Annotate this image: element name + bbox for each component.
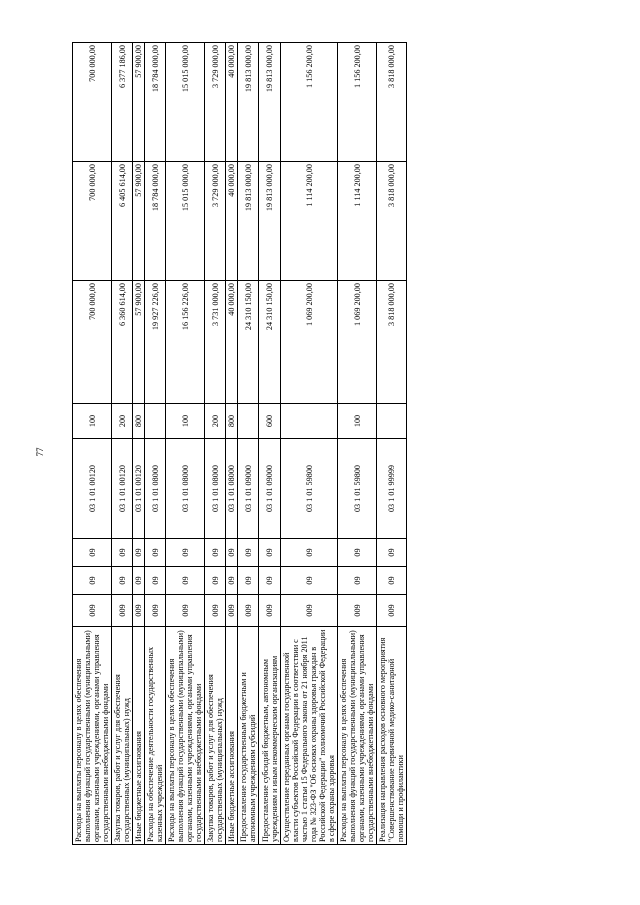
sum-1: 24 310 150,00 — [259, 281, 281, 404]
vr-code: 800 — [133, 404, 145, 439]
pr-code: 09 — [338, 539, 377, 567]
vr-code — [377, 404, 407, 439]
table-row — [259, 43, 281, 845]
sum-2: 6 405 614,00 — [112, 162, 133, 281]
vr-code: 200 — [112, 404, 133, 439]
rz-code: 09 — [238, 567, 259, 595]
sum-2: 57 900,00 — [133, 162, 145, 281]
sum-2: 15 015 000,00 — [166, 162, 205, 281]
sum-3: 1 156 200,00 — [338, 43, 377, 162]
sum-1: 19 927 226,00 — [145, 281, 166, 404]
ved-code: 009 — [338, 595, 377, 627]
vr-code: 100 — [338, 404, 377, 439]
pr-code: 09 — [377, 539, 407, 567]
ved-code: 009 — [259, 595, 281, 627]
sum-3: 6 377 186,00 — [112, 43, 133, 162]
sum-3: 19 813 000,00 — [259, 43, 281, 162]
table-row — [166, 43, 205, 845]
rz-code: 09 — [112, 567, 133, 595]
csr-code: 03 1 01 08000 — [145, 439, 166, 539]
sum-1: 24 310 150,00 — [238, 281, 259, 404]
pr-code: 09 — [133, 539, 145, 567]
ved-code: 009 — [281, 595, 338, 627]
sum-2: 700 000,00 — [73, 162, 112, 281]
page-number: 77 — [35, 447, 45, 457]
csr-code: 03 1 01 99999 — [377, 439, 407, 539]
sum-2: 18 784 000,00 — [145, 162, 166, 281]
table-row — [205, 43, 226, 845]
csr-code: 03 1 01 09000 — [238, 439, 259, 539]
pr-code: 09 — [238, 539, 259, 567]
row-name: Предоставление субсидий бюджетным, автономным учреждениям и иным некоммерческим организациям — [259, 627, 281, 845]
rz-code: 09 — [166, 567, 205, 595]
sum-2: 40 000,00 — [226, 162, 238, 281]
row-name: Расходы на выплаты персоналу в целях обеспечения выполнения функций государственными (муниципальными) органами, казенными учреждениями, органами управления государственными внебюджетными фондами — [73, 627, 112, 845]
sum-2: 1 114 200,00 — [338, 162, 377, 281]
vr-code — [238, 404, 259, 439]
sum-3: 40 000,00 — [226, 43, 238, 162]
vr-code: 800 — [226, 404, 238, 439]
sum-1: 57 900,00 — [133, 281, 145, 404]
rz-code: 09 — [145, 567, 166, 595]
rotated-table-wrapper — [72, 43, 405, 845]
table-row — [281, 43, 338, 845]
ved-code: 009 — [238, 595, 259, 627]
row-name: Иные бюджетные ассигнования — [133, 627, 145, 845]
rz-code: 09 — [338, 567, 377, 595]
pr-code: 09 — [166, 539, 205, 567]
rz-code: 09 — [133, 567, 145, 595]
sum-3: 700 000,00 — [73, 43, 112, 162]
sum-2: 19 813 000,00 — [259, 162, 281, 281]
row-name: Осуществление переданных органам государственной власти субъектов Российской Федерации в соответствии с частью 1 статьи 15 Федерального закона от 21 ноября 2011 года № 323-ФЗ "Об основах охраны здоровья граждан в Российской Федерации" полномочий Российской Федерации в сфере охраны здоровья — [281, 627, 338, 845]
sum-2: 3 729 000,00 — [205, 162, 226, 281]
sum-3: 3 818 000,00 — [377, 43, 407, 162]
csr-code: 03 1 01 00120 — [112, 439, 133, 539]
row-name: Реализация направления расходов основного мероприятия "Совершенствование первичной медико-санитарной помощи и профилактики — [377, 627, 407, 845]
vr-code: 100 — [166, 404, 205, 439]
pr-code: 09 — [259, 539, 281, 567]
rz-code: 09 — [226, 567, 238, 595]
row-name: Расходы на выплаты персоналу в целях обеспечения выполнения функций государственными (муниципальными) органами, казенными учреждениями, органами управления государственными внебюджетными фондами — [338, 627, 377, 845]
budget-table — [72, 42, 407, 845]
ved-code: 009 — [166, 595, 205, 627]
rz-code: 09 — [377, 567, 407, 595]
vr-code: 100 — [73, 404, 112, 439]
table-row — [226, 43, 238, 845]
sum-3: 1 156 200,00 — [281, 43, 338, 162]
csr-code: 03 1 01 00120 — [133, 439, 145, 539]
sum-1: 1 069 200,00 — [338, 281, 377, 404]
sum-1: 700 000,00 — [73, 281, 112, 404]
sum-3: 3 729 000,00 — [205, 43, 226, 162]
table-row — [73, 43, 112, 845]
csr-code: 03 1 01 00120 — [73, 439, 112, 539]
sum-3: 57 900,00 — [133, 43, 145, 162]
csr-code: 03 1 01 59800 — [338, 439, 377, 539]
rz-code: 09 — [73, 567, 112, 595]
pr-code: 09 — [281, 539, 338, 567]
ved-code: 009 — [205, 595, 226, 627]
csr-code: 03 1 01 08000 — [205, 439, 226, 539]
row-name: Закупка товаров, работ и услуг для обеспечения государственных (муниципальных) нужд — [112, 627, 133, 845]
sum-3: 15 015 000,00 — [166, 43, 205, 162]
csr-code: 03 1 01 09000 — [259, 439, 281, 539]
pr-code: 09 — [145, 539, 166, 567]
row-name: Иные бюджетные ассигнования — [226, 627, 238, 845]
pr-code: 09 — [226, 539, 238, 567]
sum-2: 3 818 000,00 — [377, 162, 407, 281]
sum-1: 3 818 000,00 — [377, 281, 407, 404]
vr-code — [281, 404, 338, 439]
csr-code: 03 1 01 08000 — [166, 439, 205, 539]
table-row — [377, 43, 407, 845]
table-row — [133, 43, 145, 845]
sum-1: 3 731 000,00 — [205, 281, 226, 404]
sum-3: 18 784 000,00 — [145, 43, 166, 162]
ved-code: 009 — [145, 595, 166, 627]
sum-3: 19 813 000,00 — [238, 43, 259, 162]
sum-1: 6 360 614,00 — [112, 281, 133, 404]
rz-code: 09 — [259, 567, 281, 595]
ved-code: 009 — [112, 595, 133, 627]
row-name: Расходы на обеспечение деятельности государственных казенных учреждений — [145, 627, 166, 845]
row-name: Расходы на выплаты персоналу в целях обеспечения выполнения функций государственными (муниципальными) органами, казенными учреждениями, органами управления государственными внебюджетными фондами — [166, 627, 205, 845]
table-row — [112, 43, 133, 845]
pr-code: 09 — [112, 539, 133, 567]
csr-code: 03 1 01 08000 — [226, 439, 238, 539]
csr-code: 03 1 01 59800 — [281, 439, 338, 539]
vr-code: 200 — [205, 404, 226, 439]
sum-1: 1 069 200,00 — [281, 281, 338, 404]
rz-code: 09 — [281, 567, 338, 595]
rz-code: 09 — [205, 567, 226, 595]
sum-1: 40 000,00 — [226, 281, 238, 404]
table-row — [238, 43, 259, 845]
row-name: Предоставление государственным бюджетным и автономным учреждениям субсидий — [238, 627, 259, 845]
vr-code: 600 — [259, 404, 281, 439]
ved-code: 009 — [133, 595, 145, 627]
ved-code: 009 — [73, 595, 112, 627]
table-body — [73, 43, 407, 845]
sum-1: 16 156 226,00 — [166, 281, 205, 404]
sum-2: 1 114 200,00 — [281, 162, 338, 281]
row-name: Закупка товаров, работ и услуг для обеспечения государственных (муниципальных) нужд — [205, 627, 226, 845]
pr-code: 09 — [205, 539, 226, 567]
sum-2: 19 813 000,00 — [238, 162, 259, 281]
vr-code — [145, 404, 166, 439]
ved-code: 009 — [226, 595, 238, 627]
ved-code: 009 — [377, 595, 407, 627]
table-row — [145, 43, 166, 845]
pr-code: 09 — [73, 539, 112, 567]
table-row — [338, 43, 377, 845]
